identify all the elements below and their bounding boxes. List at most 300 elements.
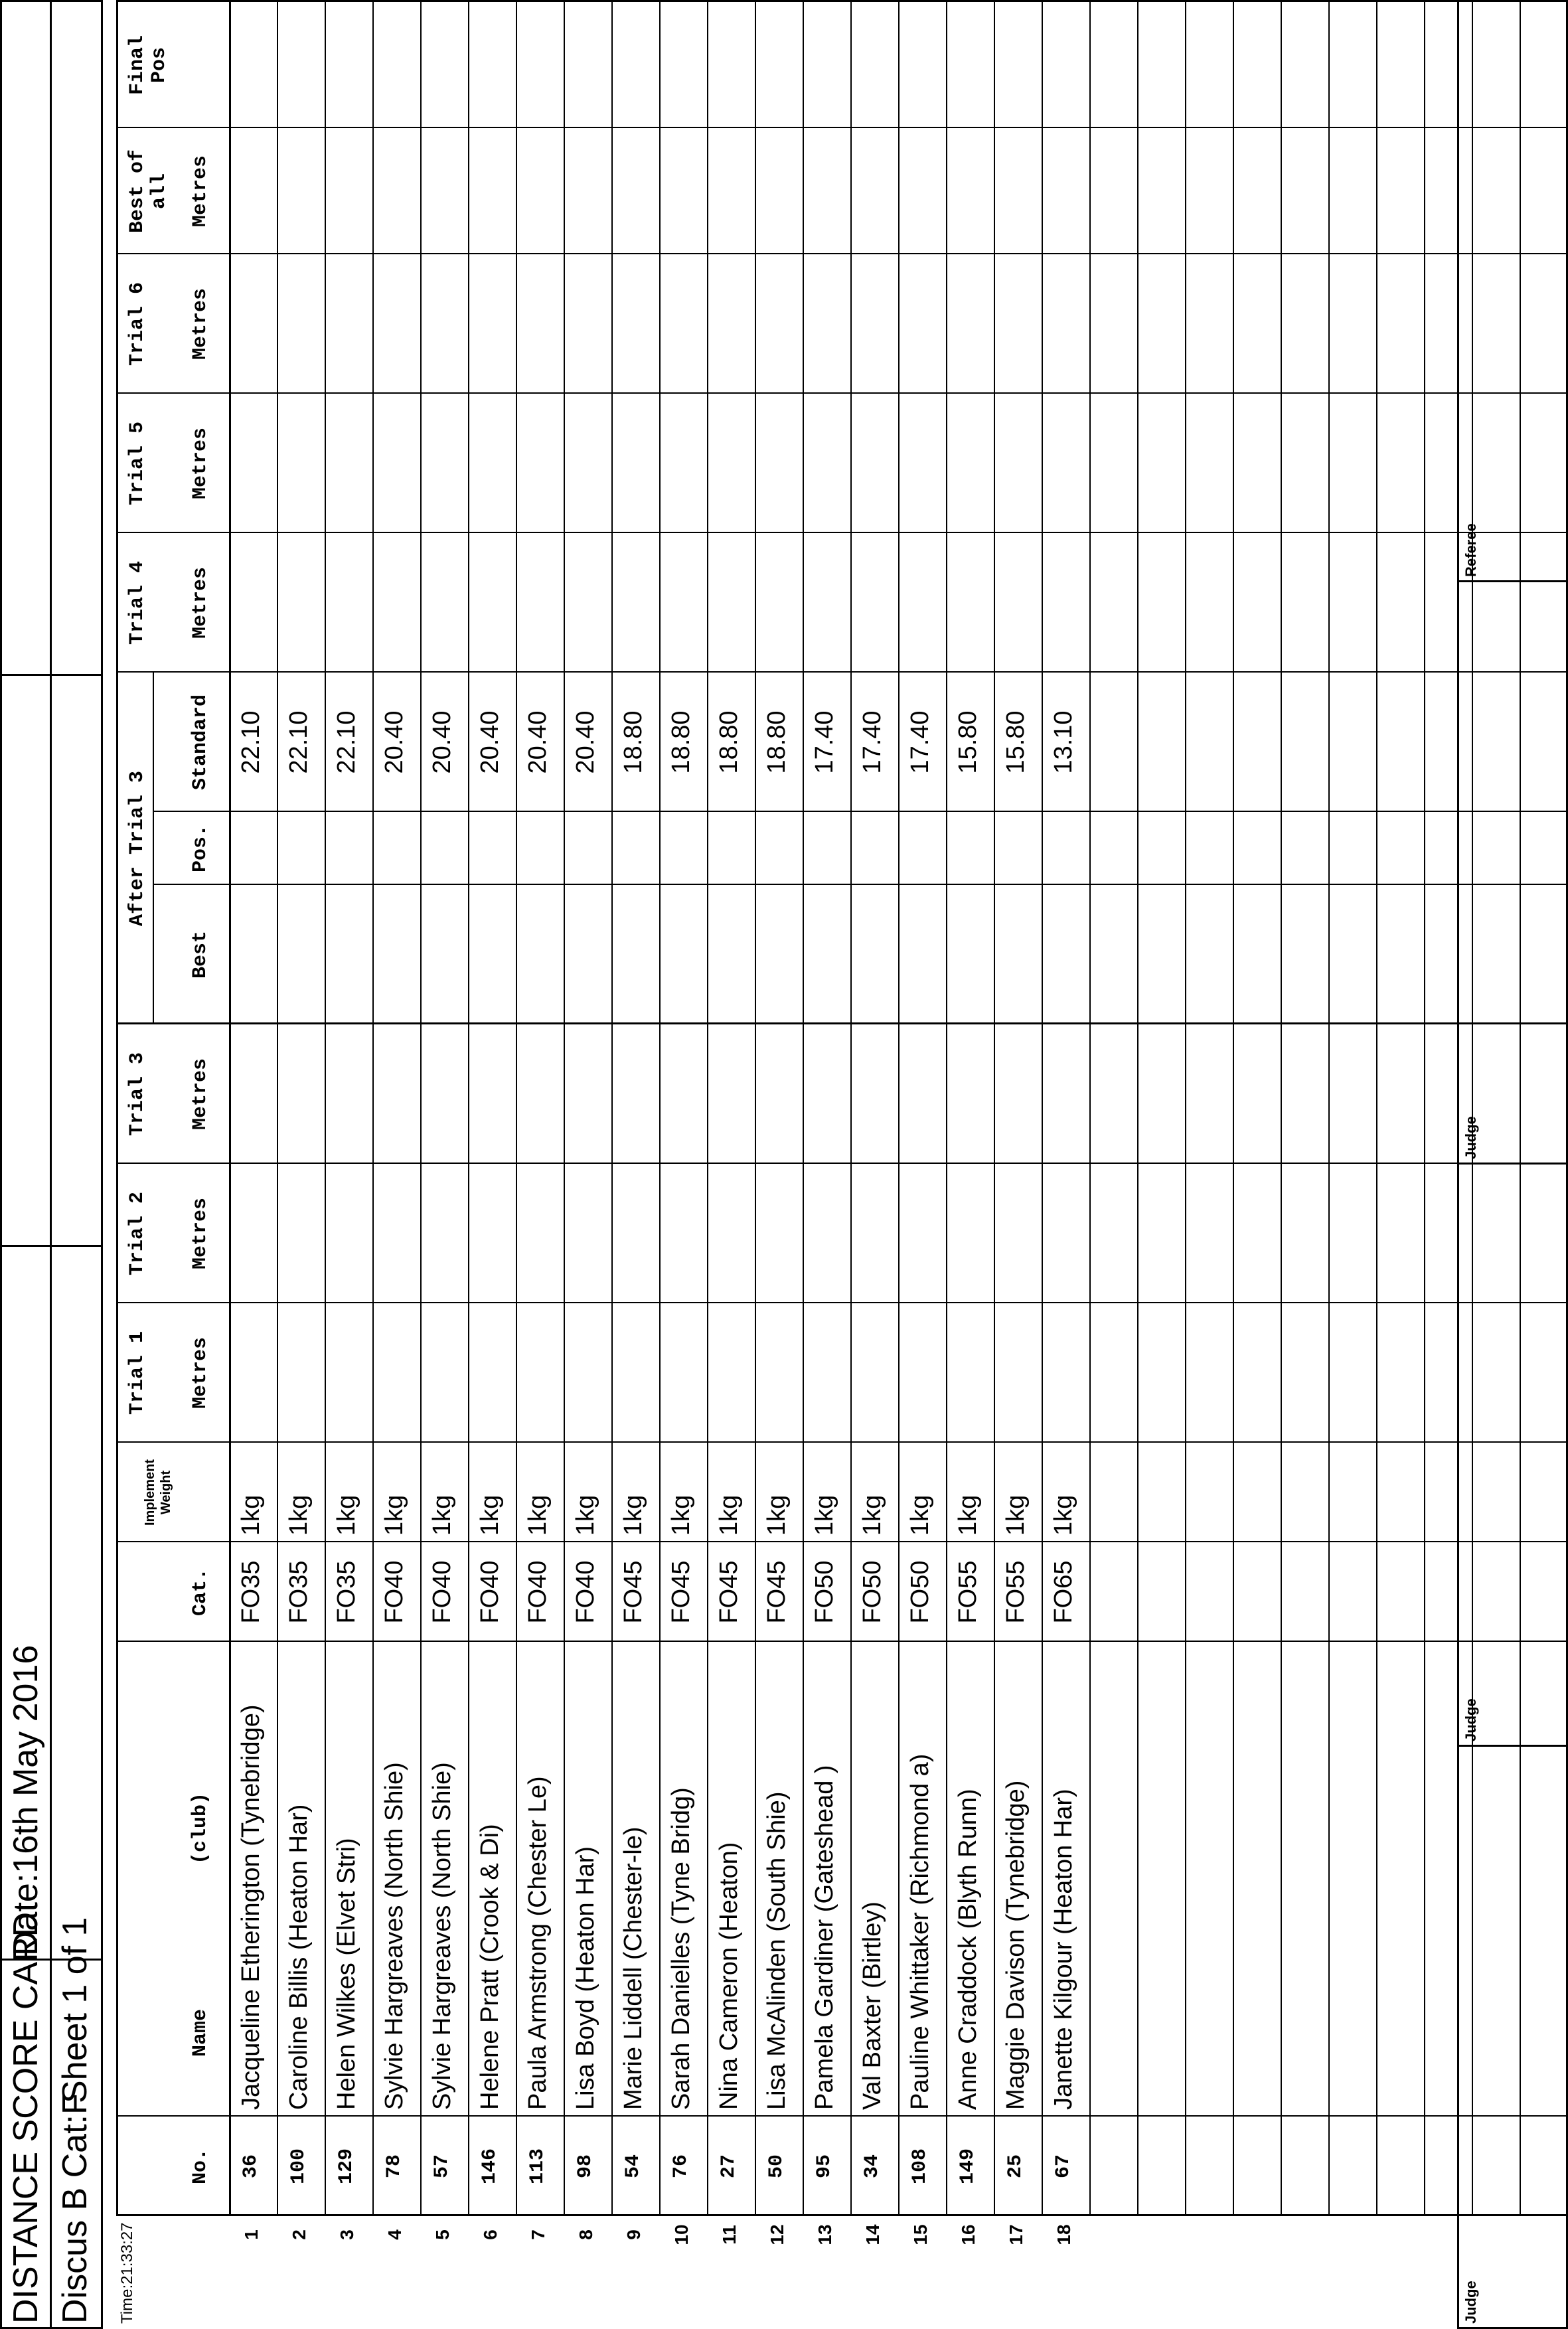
- result-entry-cell[interactable]: [996, 814, 1040, 883]
- result-entry-cell[interactable]: [374, 1305, 418, 1441]
- result-entry-cell[interactable]: [900, 130, 944, 252]
- result-entry-cell[interactable]: [709, 396, 753, 531]
- competitor-category: FO45: [619, 1560, 647, 1624]
- result-entry-cell[interactable]: [566, 396, 609, 531]
- result-entry-cell[interactable]: [374, 4, 418, 126]
- result-entry-cell[interactable]: [518, 4, 562, 126]
- result-entry-cell[interactable]: [996, 4, 1040, 126]
- result-entry-cell[interactable]: [374, 256, 418, 392]
- row-number: 7: [528, 2229, 548, 2240]
- row-number: 11: [719, 2225, 740, 2245]
- result-entry-cell[interactable]: [518, 256, 562, 392]
- standard-value: 20.40: [524, 710, 552, 774]
- result-entry-cell[interactable]: [852, 256, 896, 392]
- result-entry-cell[interactable]: [327, 256, 370, 392]
- row-divider: [420, 2, 422, 2216]
- result-entry-cell[interactable]: [327, 4, 370, 126]
- result-entry-cell[interactable]: [1044, 814, 1087, 883]
- col-header-metres: Metres: [189, 1336, 212, 1409]
- result-entry-cell[interactable]: [279, 4, 323, 126]
- footer-box: [1457, 0, 1568, 2329]
- competitor-name: Sylvie Hargreaves (North Shie): [380, 1762, 408, 2110]
- result-entry-cell[interactable]: [757, 1166, 801, 1301]
- result-entry-cell[interactable]: [613, 535, 657, 671]
- result-entry-cell[interactable]: [613, 1305, 657, 1441]
- referee-signature[interactable]: Referee: [1462, 523, 1479, 577]
- result-entry-cell[interactable]: [996, 1166, 1040, 1301]
- result-entry-cell[interactable]: [566, 535, 609, 671]
- column-divider: [116, 1022, 1567, 1024]
- judge-signature-3[interactable]: Judge: [1462, 1116, 1479, 1159]
- result-entry-cell[interactable]: [422, 256, 466, 392]
- result-entry-cell[interactable]: [852, 4, 896, 126]
- result-entry-cell[interactable]: [996, 1305, 1040, 1441]
- result-entry-cell[interactable]: [613, 1026, 657, 1162]
- column-divider: [116, 1302, 1567, 1303]
- result-entry-cell[interactable]: [900, 1166, 944, 1301]
- result-entry-cell[interactable]: [948, 1026, 992, 1162]
- competitor-name: Janette Kilgour (Heaton Har): [1050, 1789, 1077, 2110]
- table-top-border: [116, 2, 118, 2216]
- result-entry-cell[interactable]: [566, 1026, 609, 1162]
- result-entry-cell[interactable]: [279, 1166, 323, 1301]
- col-header-metres: Metres: [189, 155, 212, 228]
- result-entry-cell[interactable]: [661, 256, 705, 392]
- result-entry-cell[interactable]: [566, 256, 609, 392]
- column-divider: [116, 2214, 1567, 2216]
- competitor-number: 95: [813, 2154, 836, 2179]
- implement-weight: 1kg: [619, 1494, 647, 1536]
- competitor-name: Helene Pratt (Crook & Di): [476, 1824, 504, 2110]
- result-entry-cell[interactable]: [518, 1305, 562, 1441]
- row-divider: [372, 2, 374, 2216]
- result-entry-cell[interactable]: [1044, 1305, 1087, 1441]
- competitor-number: 27: [718, 2154, 740, 2179]
- result-entry-cell[interactable]: [470, 1166, 514, 1301]
- result-entry-cell[interactable]: [613, 887, 657, 1022]
- result-entry-cell[interactable]: [661, 396, 705, 531]
- card-title: DISTANCE SCORE CARD: [7, 1911, 45, 2324]
- result-entry-cell[interactable]: [900, 1026, 944, 1162]
- result-entry-cell[interactable]: [709, 130, 753, 252]
- result-entry-cell[interactable]: [279, 1305, 323, 1441]
- result-entry-cell[interactable]: [231, 256, 275, 392]
- result-entry-cell[interactable]: [757, 1305, 801, 1441]
- result-entry-cell[interactable]: [852, 535, 896, 671]
- standard-value: 17.40: [811, 710, 838, 774]
- result-entry-cell[interactable]: [279, 887, 323, 1022]
- result-entry-cell[interactable]: [518, 1166, 562, 1301]
- result-entry-cell[interactable]: [327, 1166, 370, 1301]
- col-header-weight-2: Weight: [159, 1470, 173, 1515]
- competitor-name: Anne Craddock (Blyth Runn): [954, 1789, 982, 2110]
- row-divider: [659, 2, 661, 2216]
- result-entry-cell[interactable]: [1044, 535, 1087, 671]
- row-divider: [755, 2, 756, 2216]
- result-entry-cell[interactable]: [852, 887, 896, 1022]
- col-header-no: No.: [189, 2148, 212, 2185]
- result-entry-cell[interactable]: [1044, 1026, 1087, 1162]
- result-entry-cell[interactable]: [279, 130, 323, 252]
- result-entry-cell[interactable]: [757, 535, 801, 671]
- card-date: Date:16th May 2016: [7, 1645, 45, 1956]
- implement-weight: 1kg: [715, 1494, 743, 1536]
- standard-value: 18.80: [667, 710, 695, 774]
- result-entry-cell[interactable]: [996, 887, 1040, 1022]
- result-entry-cell[interactable]: [709, 1166, 753, 1301]
- result-entry-cell[interactable]: [327, 535, 370, 671]
- result-entry-cell[interactable]: [566, 130, 609, 252]
- result-entry-cell[interactable]: [231, 887, 275, 1022]
- result-entry-cell[interactable]: [852, 814, 896, 883]
- row-number: 1: [241, 2229, 262, 2240]
- result-entry-cell[interactable]: [996, 256, 1040, 392]
- competitor-category: FO50: [858, 1560, 886, 1624]
- result-entry-cell[interactable]: [852, 130, 896, 252]
- col-header-trial1: Trial 1: [126, 1330, 149, 1415]
- row-divider: [277, 2, 278, 2216]
- result-entry-cell[interactable]: [422, 887, 466, 1022]
- row-number: 2: [289, 2229, 309, 2240]
- result-entry-cell[interactable]: [279, 535, 323, 671]
- standard-value: 17.40: [906, 710, 934, 774]
- result-entry-cell[interactable]: [996, 1026, 1040, 1162]
- competitor-category: FO35: [333, 1560, 360, 1624]
- result-entry-cell[interactable]: [805, 814, 848, 883]
- competitor-name: Sarah Danielles (Tyne Bridg): [667, 1787, 695, 2110]
- result-entry-cell[interactable]: [470, 535, 514, 671]
- result-entry-cell[interactable]: [231, 814, 275, 883]
- result-entry-cell[interactable]: [518, 535, 562, 671]
- result-entry-cell[interactable]: [470, 887, 514, 1022]
- result-entry-cell[interactable]: [805, 256, 848, 392]
- result-entry-cell[interactable]: [852, 396, 896, 531]
- result-entry-cell[interactable]: [805, 1305, 848, 1441]
- implement-weight: 1kg: [524, 1494, 552, 1536]
- standard-value: 18.80: [763, 710, 791, 774]
- row-divider: [1137, 2, 1138, 2216]
- competitor-category: FO40: [572, 1560, 599, 1624]
- result-entry-cell[interactable]: [661, 130, 705, 252]
- row-divider: [564, 2, 565, 2216]
- competitor-category: FO45: [763, 1560, 791, 1624]
- competitor-name: Lisa Boyd (Heaton Har): [572, 1846, 599, 2110]
- standard-value: 20.40: [572, 710, 599, 774]
- row-number: 13: [815, 2224, 835, 2245]
- standard-value: 17.40: [858, 710, 886, 774]
- result-entry-cell[interactable]: [805, 396, 848, 531]
- result-entry-cell[interactable]: [757, 887, 801, 1022]
- result-entry-cell[interactable]: [422, 1166, 466, 1301]
- result-entry-cell[interactable]: [518, 814, 562, 883]
- result-entry-cell[interactable]: [757, 130, 801, 252]
- competitor-category: FO45: [667, 1560, 695, 1624]
- result-entry-cell[interactable]: [566, 1166, 609, 1301]
- row-number: 8: [576, 2229, 596, 2240]
- result-entry-cell[interactable]: [852, 1026, 896, 1162]
- result-entry-cell[interactable]: [900, 4, 944, 126]
- competitor-name: Marie Liddell (Chester-le): [619, 1826, 647, 2110]
- result-entry-cell[interactable]: [422, 4, 466, 126]
- competitor-category: FO40: [476, 1560, 504, 1624]
- col-header-trial2: Trial 2: [126, 1191, 149, 1276]
- result-entry-cell[interactable]: [1044, 887, 1087, 1022]
- result-entry-cell[interactable]: [1044, 4, 1087, 126]
- col-header-trial3: Trial 3: [126, 1052, 149, 1137]
- result-entry-cell[interactable]: [805, 1166, 848, 1301]
- result-entry-cell[interactable]: [805, 1026, 848, 1162]
- row-divider: [1089, 2, 1091, 2216]
- col-header-best: Best: [189, 931, 212, 979]
- result-entry-cell[interactable]: [231, 396, 275, 531]
- col-header-trial6: Trial 6: [126, 281, 149, 366]
- result-entry-cell[interactable]: [996, 130, 1040, 252]
- result-entry-cell[interactable]: [948, 256, 992, 392]
- result-entry-cell[interactable]: [709, 887, 753, 1022]
- result-entry-cell[interactable]: [231, 1305, 275, 1441]
- col-header-final-pos-2: Pos: [148, 47, 171, 84]
- competitor-number: 108: [909, 2148, 931, 2185]
- column-divider: [116, 2115, 1567, 2117]
- competitor-category: FO65: [1050, 1560, 1077, 1624]
- competitor-category: FO55: [954, 1560, 982, 1624]
- row-divider: [994, 2, 995, 2216]
- result-entry-cell[interactable]: [900, 887, 944, 1022]
- row-divider: [946, 2, 947, 2216]
- implement-weight: 1kg: [285, 1494, 313, 1536]
- result-entry-cell[interactable]: [948, 1305, 992, 1441]
- column-divider: [116, 392, 1567, 394]
- result-entry-cell[interactable]: [948, 1166, 992, 1301]
- competitor-number: 34: [861, 2154, 884, 2179]
- competitor-number: 50: [765, 2154, 788, 2179]
- result-entry-cell[interactable]: [374, 130, 418, 252]
- result-entry-cell[interactable]: [948, 396, 992, 531]
- result-entry-cell[interactable]: [996, 396, 1040, 531]
- result-entry-cell[interactable]: [757, 4, 801, 126]
- competitor-number: 54: [622, 2154, 645, 2179]
- result-entry-cell[interactable]: [613, 130, 657, 252]
- result-entry-cell[interactable]: [518, 1026, 562, 1162]
- result-entry-cell[interactable]: [422, 1026, 466, 1162]
- result-entry-cell[interactable]: [852, 1305, 896, 1441]
- competitor-name: Pauline Whittaker (Richmond a): [906, 1753, 934, 2110]
- result-entry-cell[interactable]: [613, 814, 657, 883]
- result-entry-cell[interactable]: [374, 1166, 418, 1301]
- judge-signature-2[interactable]: Judge: [1462, 1698, 1479, 1741]
- result-entry-cell[interactable]: [327, 130, 370, 252]
- result-entry-cell[interactable]: [518, 130, 562, 252]
- implement-weight: 1kg: [380, 1494, 408, 1536]
- result-entry-cell[interactable]: [327, 1026, 370, 1162]
- result-entry-cell[interactable]: [374, 814, 418, 883]
- result-entry-cell[interactable]: [470, 4, 514, 126]
- row-number: 12: [767, 2224, 787, 2245]
- standard-value: 18.80: [715, 710, 743, 774]
- result-entry-cell[interactable]: [566, 4, 609, 126]
- result-entry-cell[interactable]: [279, 814, 323, 883]
- result-entry-cell[interactable]: [757, 814, 801, 883]
- result-entry-cell[interactable]: [327, 887, 370, 1022]
- col-header-pos: Pos.: [189, 825, 212, 873]
- result-entry-cell[interactable]: [661, 4, 705, 126]
- row-number: 15: [910, 2224, 931, 2245]
- result-entry-cell[interactable]: [661, 1305, 705, 1441]
- result-entry-cell[interactable]: [470, 1026, 514, 1162]
- competitor-category: FO40: [524, 1560, 552, 1624]
- row-number: 3: [337, 2229, 357, 2240]
- result-entry-cell[interactable]: [805, 535, 848, 671]
- result-entry-cell[interactable]: [374, 1026, 418, 1162]
- competitor-number: 67: [1052, 2154, 1075, 2179]
- result-entry-cell[interactable]: [757, 1026, 801, 1162]
- result-entry-cell[interactable]: [948, 887, 992, 1022]
- competitor-name: Val Baxter (Birtley): [858, 1901, 886, 2110]
- implement-weight: 1kg: [572, 1494, 599, 1536]
- result-entry-cell[interactable]: [231, 130, 275, 252]
- result-entry-cell[interactable]: [900, 256, 944, 392]
- col-header-trial4: Trial 4: [126, 560, 149, 645]
- column-divider: [153, 884, 1567, 885]
- implement-weight: 1kg: [763, 1494, 791, 1536]
- result-entry-cell[interactable]: [1044, 130, 1087, 252]
- col-header-cat: Cat.: [189, 1568, 212, 1617]
- implement-weight: 1kg: [858, 1494, 886, 1536]
- result-entry-cell[interactable]: [661, 535, 705, 671]
- result-entry-cell[interactable]: [374, 535, 418, 671]
- result-entry-cell[interactable]: [661, 1026, 705, 1162]
- result-entry-cell[interactable]: [948, 814, 992, 883]
- result-entry-cell[interactable]: [566, 1305, 609, 1441]
- row-number: 17: [1006, 2224, 1026, 2245]
- competitor-name: Paula Armstrong (Chester Le): [524, 1776, 552, 2110]
- result-entry-cell[interactable]: [661, 1166, 705, 1301]
- result-entry-cell[interactable]: [279, 256, 323, 392]
- row-divider: [1233, 2, 1234, 2216]
- row-divider: [1328, 2, 1330, 2216]
- result-entry-cell[interactable]: [279, 1026, 323, 1162]
- result-entry-cell[interactable]: [1044, 1166, 1087, 1301]
- result-entry-cell[interactable]: [661, 814, 705, 883]
- competitor-number: 149: [957, 2148, 979, 2185]
- result-entry-cell[interactable]: [1044, 256, 1087, 392]
- result-entry-cell[interactable]: [231, 1026, 275, 1162]
- table-right-border: [116, 0, 1567, 2]
- row-divider: [516, 2, 517, 2216]
- row-divider: [1472, 2, 1473, 2216]
- result-entry-cell[interactable]: [757, 256, 801, 392]
- column-divider: [116, 532, 1567, 533]
- implement-weight: 1kg: [667, 1494, 695, 1536]
- result-entry-cell[interactable]: [996, 535, 1040, 671]
- result-entry-cell[interactable]: [613, 4, 657, 126]
- result-entry-cell[interactable]: [709, 256, 753, 392]
- result-entry-cell[interactable]: [757, 396, 801, 531]
- result-entry-cell[interactable]: [327, 396, 370, 531]
- result-entry-cell[interactable]: [327, 1305, 370, 1441]
- implement-weight: 1kg: [954, 1494, 982, 1536]
- result-entry-cell[interactable]: [948, 4, 992, 126]
- result-entry-cell[interactable]: [566, 887, 609, 1022]
- result-entry-cell[interactable]: [948, 130, 992, 252]
- result-entry-cell[interactable]: [709, 535, 753, 671]
- result-entry-cell[interactable]: [231, 535, 275, 671]
- result-entry-cell[interactable]: [948, 535, 992, 671]
- result-entry-cell[interactable]: [470, 396, 514, 531]
- result-entry-cell[interactable]: [852, 1166, 896, 1301]
- result-entry-cell[interactable]: [613, 396, 657, 531]
- row-divider: [898, 2, 900, 2216]
- col-header-final-pos-1: Final: [126, 35, 149, 96]
- col-header-standard: Standard: [189, 694, 212, 791]
- competitor-name: Sylvie Hargreaves (North Shie): [428, 1762, 456, 2110]
- result-entry-cell[interactable]: [470, 1305, 514, 1441]
- column-divider: [116, 253, 1567, 254]
- result-entry-cell[interactable]: [231, 4, 275, 126]
- row-divider: [707, 2, 708, 2216]
- row-number: 5: [432, 2229, 453, 2240]
- result-entry-cell[interactable]: [470, 814, 514, 883]
- row-divider: [1185, 2, 1186, 2216]
- result-entry-cell[interactable]: [900, 535, 944, 671]
- col-header-trial5: Trial 5: [126, 421, 149, 506]
- result-entry-cell[interactable]: [518, 887, 562, 1022]
- result-entry-cell[interactable]: [805, 887, 848, 1022]
- result-entry-cell[interactable]: [805, 130, 848, 252]
- result-entry-cell[interactable]: [279, 396, 323, 531]
- result-entry-cell[interactable]: [422, 814, 466, 883]
- judge-signature-1[interactable]: Judge: [1462, 2281, 1479, 2324]
- competitor-name: Caroline Billis (Heaton Har): [285, 1804, 313, 2110]
- row-divider: [803, 2, 804, 2216]
- header-vert-3: [0, 674, 103, 676]
- result-entry-cell[interactable]: [422, 130, 466, 252]
- result-entry-cell[interactable]: [470, 130, 514, 252]
- result-entry-cell[interactable]: [613, 256, 657, 392]
- result-entry-cell[interactable]: [900, 1305, 944, 1441]
- competitor-name: Helen Wilkes (Elvet Stri): [333, 1838, 360, 2110]
- implement-weight: 1kg: [811, 1494, 838, 1536]
- col-header-after-trial3: After Trial 3: [126, 770, 149, 927]
- result-entry-cell[interactable]: [709, 1026, 753, 1162]
- competitor-category: FO50: [906, 1560, 934, 1624]
- result-entry-cell[interactable]: [422, 1305, 466, 1441]
- result-entry-cell[interactable]: [1044, 396, 1087, 531]
- result-entry-cell[interactable]: [422, 396, 466, 531]
- standard-value: 20.40: [476, 710, 504, 774]
- col-header-metres: Metres: [189, 1197, 212, 1270]
- result-entry-cell[interactable]: [231, 1166, 275, 1301]
- result-entry-cell[interactable]: [422, 535, 466, 671]
- result-entry-cell[interactable]: [566, 814, 609, 883]
- result-entry-cell[interactable]: [900, 396, 944, 531]
- result-entry-cell[interactable]: [327, 814, 370, 883]
- result-entry-cell[interactable]: [709, 814, 753, 883]
- result-entry-cell[interactable]: [709, 1305, 753, 1441]
- result-entry-cell[interactable]: [900, 814, 944, 883]
- result-entry-cell[interactable]: [518, 396, 562, 531]
- result-entry-cell[interactable]: [709, 4, 753, 126]
- standard-value: 22.10: [333, 710, 360, 774]
- result-entry-cell[interactable]: [661, 887, 705, 1022]
- result-entry-cell[interactable]: [374, 396, 418, 531]
- result-entry-cell[interactable]: [470, 256, 514, 392]
- row-divider: [1376, 2, 1377, 2216]
- result-entry-cell[interactable]: [805, 4, 848, 126]
- result-entry-cell[interactable]: [374, 887, 418, 1022]
- row-number: 16: [958, 2224, 979, 2245]
- result-entry-cell[interactable]: [613, 1166, 657, 1301]
